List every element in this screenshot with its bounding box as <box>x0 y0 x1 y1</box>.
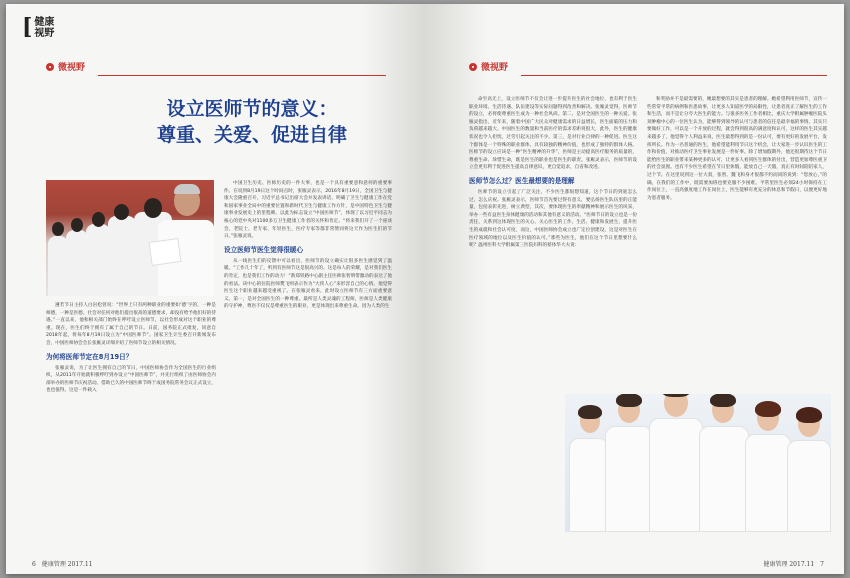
mid-paragraph-2: 从一线医生们的反馈中可以看出，医师节的设立确实让很多医生感觉到了温暖。“工作几十年了，听到有医师节这是很高兴的。这是每人的荣耀，是对我们医生的肯定，也是我们工作的动力！”新郑铁路中心副主任医师张智明带激动的表达了他的看法。该中心的住院医师樊飞则表示作为“大侠人心”来形容自己的心情。他觉得医生这个职业越来越受重视了。在张雁灵看来，此时设立医师节有三方面重要意义。第一，是对全国医生的一种尊重。最所是人类灵魂的工程师，医师是人类健康的守护神，尊医不仅仅是尊重医生的职业，更是体现出来尊重生命。因为人类的生 <box>224 258 392 310</box>
article-title <box>102 96 402 148</box>
right-column-1 <box>469 96 637 251</box>
masthead-line2: 视野 <box>34 28 55 39</box>
doctors-group-photo <box>565 394 831 532</box>
section-tag-label: 微视野 <box>58 63 86 73</box>
subhead-how-celebrate: 医师节怎么过？医生最想要的是理解 <box>469 176 575 185</box>
subhead-warm: 设立医师节医生觉得很暖心 <box>224 245 304 254</box>
right-paragraph-2: 医师节的设立引起了广泛关注，不少医生都很想知道，这个节日的到底怎么过，怎么庆祝。张雁灵表示，医师节首先要过得有意义，要弘扬医生队伍里的正能量，包括表彰先进，树立典型，其次，要体现医生的奉献精神和展示医生的风采，举办一些有益医生身体健康的活动和其他有意义的活动。“医师节日的设立也是一份责任，关系到这体现医生的关心、关心医生的工作、生活、健康和发展生，提升医生的成就和社会认可度，而这，中国医师协会成立也广定位创建设，这是对医生在医疗领域的地位以及医生价值的认可。”那些为医生，他们在这个节日里想要什么呢？温州医科大学附属第三医院妇科的蔡体华大夫说： <box>469 189 637 249</box>
doctors-reading-photo <box>46 180 214 296</box>
left-column-1 <box>46 302 216 396</box>
section-rule <box>98 75 386 76</box>
section-tag-right <box>469 60 508 73</box>
mid-paragraph: 中国卫生历史、医师历史的一件大事，也是一个具有重要意和意何的重要事件。在说到8月19日这个时间点时，张雁灵表示，2016年8月19日，全国卫生与健康大会隆重召开，习近平总书记出席大会并发表讲话，明确了卫生与健康工作在党和国家事业全局中的重要位置和新时代卫生与健康工作方针，是中国特色卫生与健康事业发展史上的里程碑。以此为标志设立“中国医师节”，体现了以习近平同志为核心的党中央对1100多万卫生健康工作者的关怀和肯定。“将来我们开了一个座谈会，老院士、老专家、年轻医生，医疗专家等都非常赞同将这天作为医生们的节日。”张雁灵说。 <box>224 181 392 240</box>
folio-left: 6 健康管理 2017.11 <box>32 561 93 568</box>
section-rule-right <box>521 75 827 76</box>
masthead-line1: 健康 <box>34 17 55 28</box>
why-819-paragraph: 张雁灵说，为了让医生拥有自己的节日，中国医师协会作为全国医生的行业组织，从2011年开始就积极呼吁到办设立“中国医师节”，并先行组织了由医师协会内部举办的医师节庆祝活动。借助已久的中国医师节终于成国务院常务会议正式设立，也也值得。这是一件载入 <box>46 365 216 394</box>
column-masthead <box>22 16 54 39</box>
folio-right: 健康管理 2017.11 7 <box>763 561 824 568</box>
section-tag <box>46 60 85 73</box>
left-page <box>6 4 425 574</box>
title-line2: 尊重、关爱、促进自律 <box>156 124 347 146</box>
right-paragraph-3: 和奖励并不是最需要的，她最想要的其实是患者的理解。她希望利用医师节，宣传一些常常平常的病例和医患故事，让更多人知道医学的局限性，让患者真正了解医生的工作和生活，而不是让分夸大医生的能力。与很多医务工作者相比，重庆大学附属肿瘤医院头颈肿瘤中心的一位医生认为，能够得到领导的认可与患者的信任是最幸福的事情。其实只要做好工作，可以是一个开放的过程，就会得到很高的满意度和认可，这样的医生其实越来越多了，他觉得个人利益来说，医生最想得到的是一份认可，要有更好的发展平台，发挥所长。作为一名普通的医生，他希望能利用节日这个机会，让大家进一步认识医生的工作和价值，对推动医疗卫生事业发展是一件好事。除了增加假期外，他还很期待这个节日能给医生的职业带来某种更多的认可，让更多人看到医生群体的付出，营造更加尊医重卫的社会氛围。也有不少医生希望在节日里休假，能放自己一天假，真正有时间陪陪家人，过个节。在这里说到这一位大叔，张智、魏飞和身才很都不约而同的说到：“您放心，”的确，在我们的工作中，既需要加班也要克服不少困难。平常里医生必须24小时保持在工作岗位上，一直高强度地工作在岗位上，医生能够有更充分的休息和节假日，以便更好地为患者服务。 <box>647 97 827 201</box>
intro-paragraph: 遵若节日主持人白岩松曾说：“世界上只有两种职业的重要如‘德’字的，一种是师德，一种是医德。社会对任何对他们提出很高的道德要求，却没有给予他们好的待遇。”一直以来，他和相关部门始终在呼吁设立医师节，以社会形成对这个职业的尊重。现在，医生们终于拥有了属于自己的节日。日前，国务院正式批复，同意自2018年起，将每年8月19日设立为“中国医师节”。国家卫生计生委召开新闻发布会，中国医师协会会长张雁灵详细介绍了医师节设立的相关情况。 <box>46 303 216 346</box>
right-column-2 <box>647 96 827 203</box>
magazine-spread <box>6 4 844 574</box>
section-dot-icon-right <box>469 63 477 71</box>
title-line1: 设立医师节的意义： <box>166 98 338 120</box>
right-paragraph-1: 命至高无上，设立医师节不仅会让进一步提升医生的社会地位，也有利于医生职业环境、生活待遇、队伍建设等实际问题得到改善和解决。张雁灵觉得，医师节的设立，必将使尊重医生成为一种社会风尚。第二，是对全国医生的一种关爱。张雁灵指出，近年来，随着中国广大民众对健康需求的日益增长，医生面临的压力和负荷越来越大。中国医生的数量和当前医疗的需求差距说很大，此外，医生的健康状况也令人担忧，过劳引起关注的不少。第三，是对行业自律的一种促进。医生这个群体是一个特殊的职业群体，具有较独的精神价值，也形成了独特的群体人格。医师节的设立应该是一种“医生精神的升华”，医师是主动提高医疗服务的质量的，尊重生命、珍惜生命，既是医生的职业也是医生的职责。张雁灵表示，医师节的设立会更有利于促进医生提高自律意识，更自觉追求，自省和改进。 <box>469 97 637 171</box>
section-dot-icon <box>46 63 54 71</box>
right-page <box>425 4 844 574</box>
masthead-bracket: [ <box>22 14 33 40</box>
left-column-2 <box>224 180 392 312</box>
section-tag-label-right: 微视野 <box>481 63 509 73</box>
subhead-why-819: 为何将医师节定在8月19日？ <box>46 352 133 361</box>
